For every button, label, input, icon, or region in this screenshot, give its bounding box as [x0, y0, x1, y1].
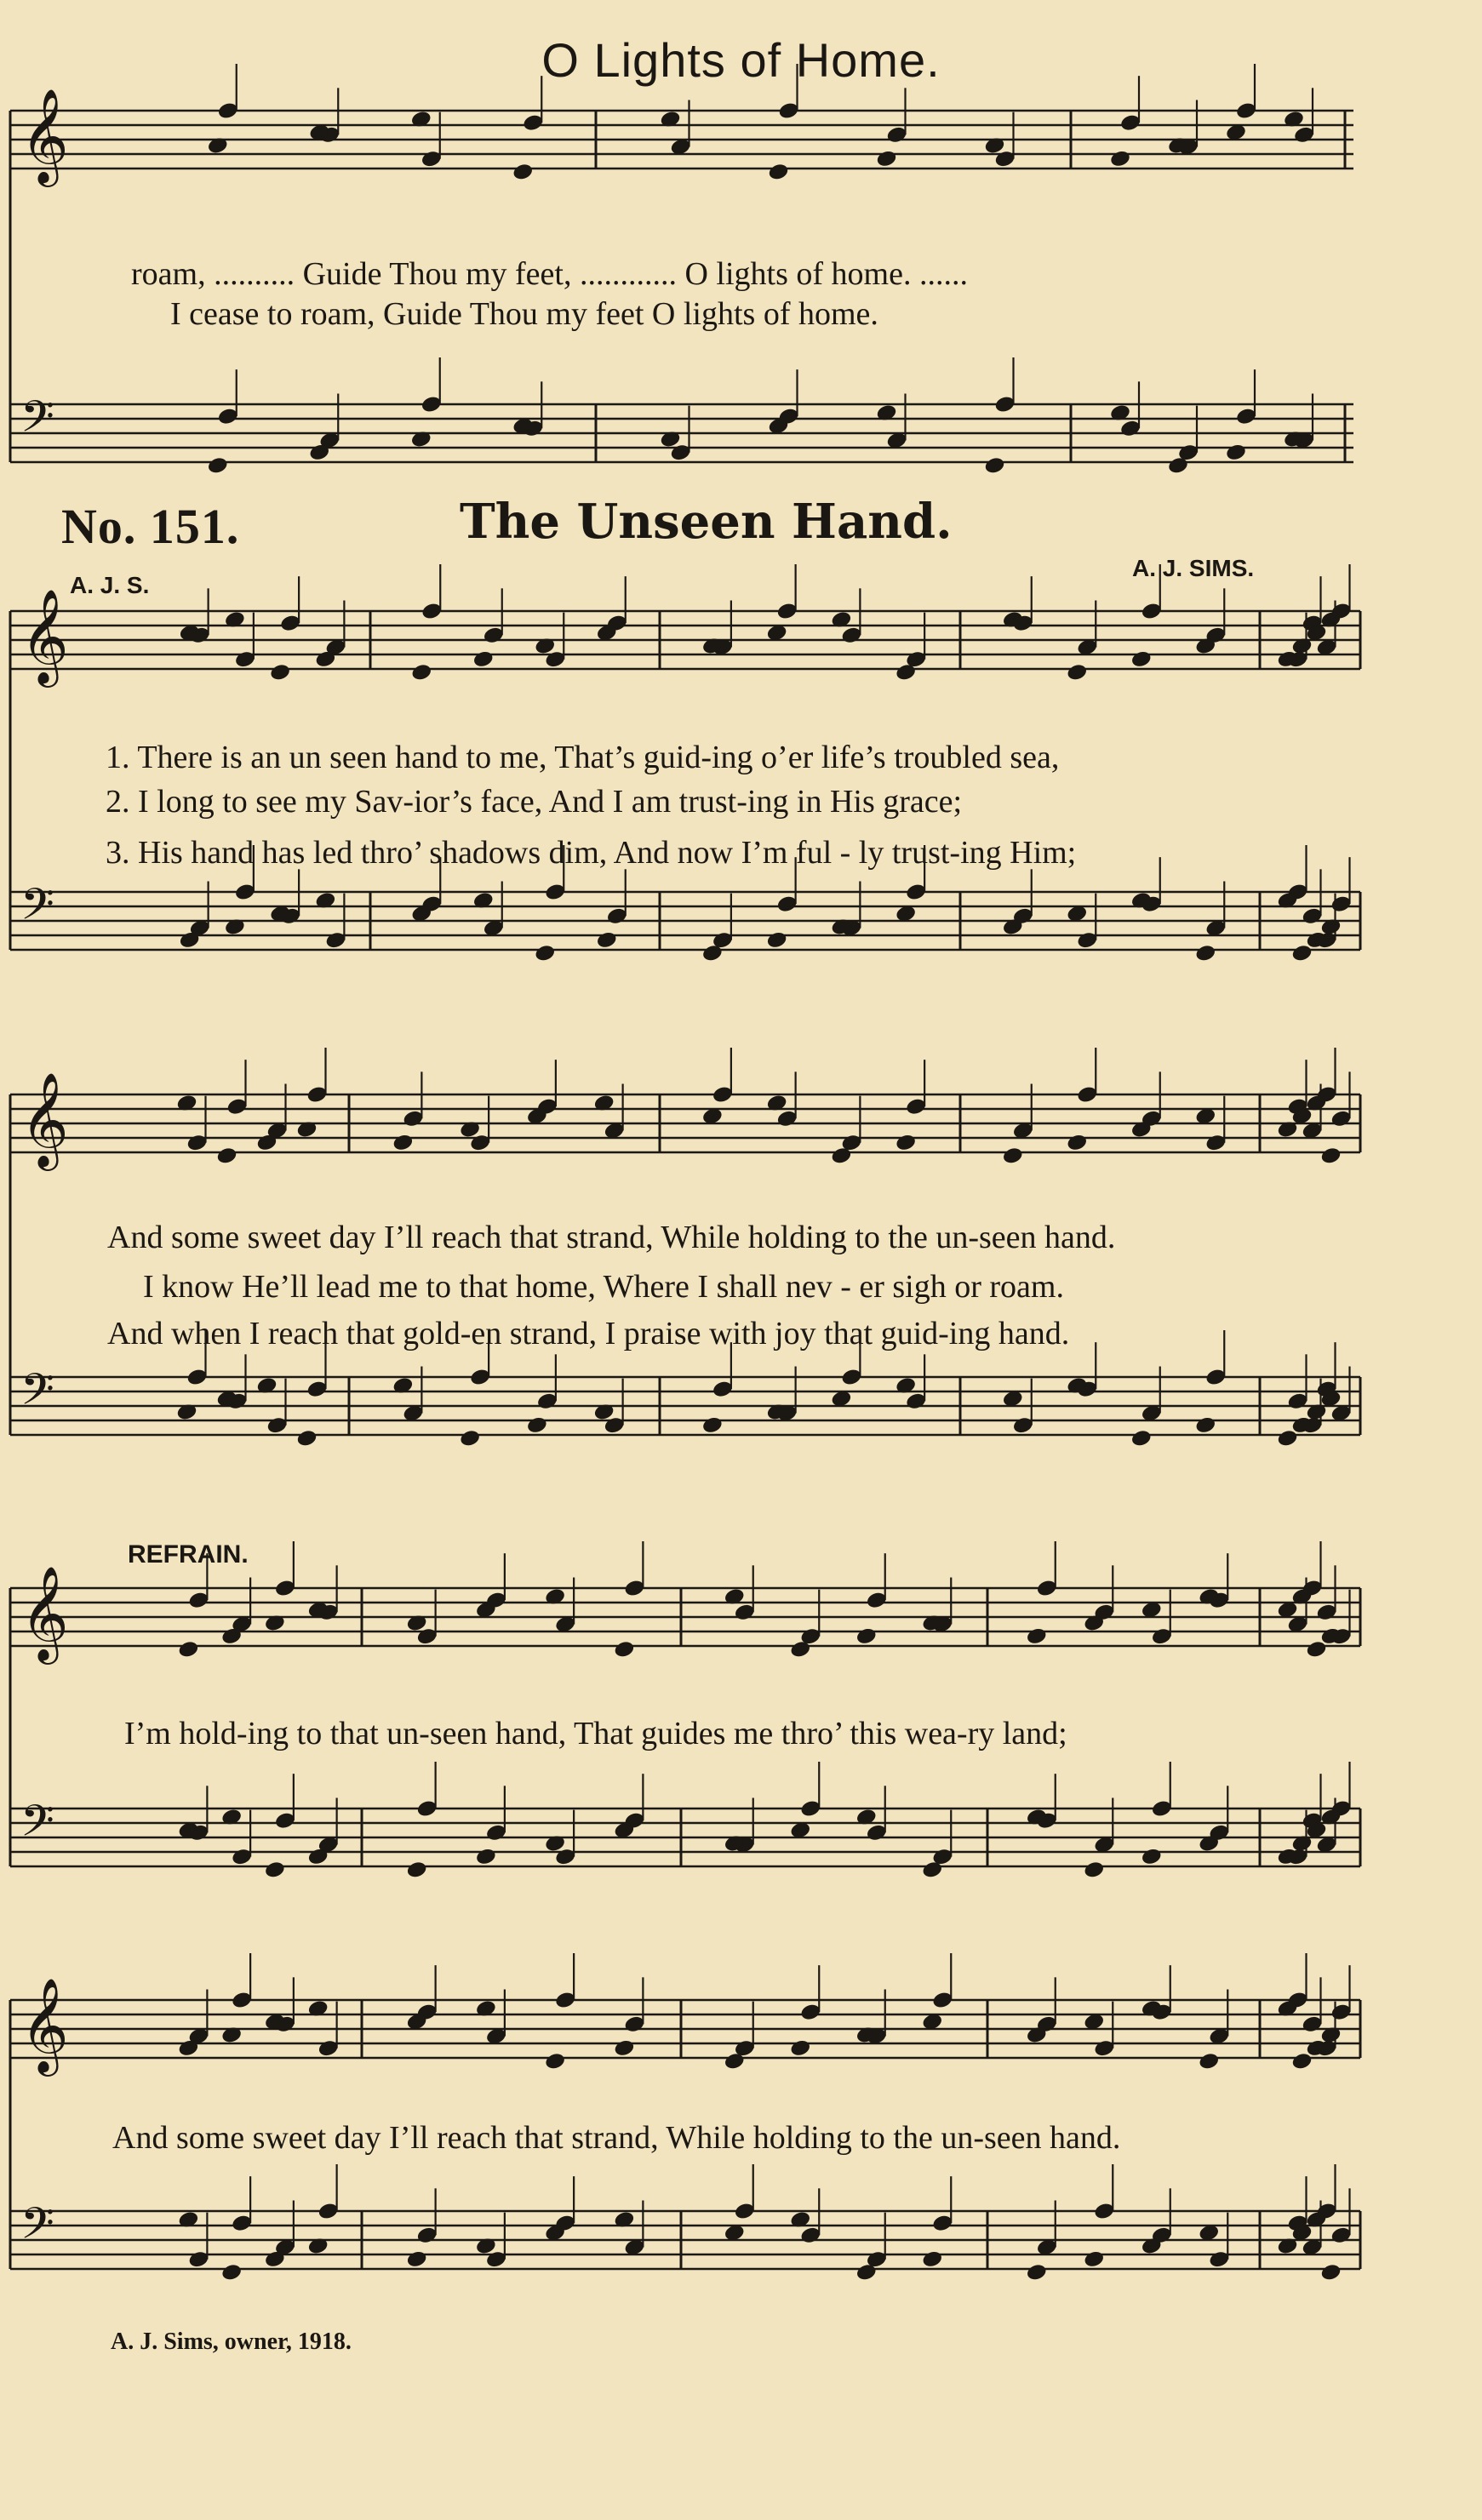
note-head	[1319, 1146, 1342, 1166]
note-head	[512, 163, 534, 182]
note-head	[207, 456, 229, 476]
treble-clef-icon: 𝄞	[20, 1565, 69, 1660]
hymn-title: The Unseen Hand.	[460, 494, 953, 550]
note-head	[1109, 149, 1131, 169]
treble-clef-icon: 𝄞	[20, 1071, 69, 1167]
note-head	[983, 456, 1005, 476]
note-head	[264, 1860, 286, 1880]
bass-clef-icon: 𝄢	[20, 391, 54, 453]
note-head	[613, 2038, 635, 2058]
bass-clef-icon: 𝄢	[20, 1363, 54, 1426]
treble-clef-icon: 𝄞	[20, 588, 69, 683]
note-head	[1290, 944, 1313, 963]
note-head	[895, 1133, 917, 1152]
verse-3-line-2: And when I reach that gold-en strand, I praise with joy that guid-ing hand.	[107, 1316, 1070, 1351]
verse-3-line-1: 3. His hand has led thro’ shadows dim, And now I’m ful - ly trust-ing Him;	[106, 835, 1077, 871]
note-head	[215, 1146, 237, 1166]
note-head	[1194, 944, 1216, 963]
note-head	[1026, 2263, 1048, 2283]
note-head	[1194, 1415, 1216, 1435]
note-head	[921, 2249, 943, 2269]
note-head	[1002, 1146, 1024, 1166]
bass-clef-icon: 𝄢	[20, 878, 54, 940]
note-head	[472, 649, 495, 669]
note-head	[295, 1429, 318, 1449]
note-head	[1198, 2052, 1220, 2071]
note-head	[1141, 1847, 1163, 1866]
verse-2-line-2: I know He’ll lead me to that home, Where I shall nev - er sigh or roam.	[143, 1269, 1064, 1305]
note-head	[1305, 1640, 1327, 1660]
hymn-number: No. 151.	[61, 499, 240, 554]
note-head	[406, 1860, 428, 1880]
top-lyric-line-2: I cease to roam, Guide Thou my feet O lights of home.	[170, 296, 878, 332]
note-head	[1130, 1429, 1153, 1449]
note-head	[220, 2263, 243, 2283]
refrain-label: REFRAIN.	[128, 1540, 249, 1569]
verse-1-line-2: And some sweet day I’ll reach that strand, While holding to the un-seen hand.	[107, 1220, 1116, 1255]
top-lyric-line-1: roam, .......... Guide Thou my feet, ............ O lights of home. ......	[131, 256, 968, 292]
treble-clef-icon: 𝄞	[20, 1977, 69, 2072]
note-head	[392, 1133, 414, 1152]
bass-clef-icon: 𝄢	[20, 1795, 54, 1857]
note-head	[1225, 443, 1247, 462]
note-head	[544, 2052, 566, 2071]
treble-clef-icon: 𝄞	[20, 88, 69, 183]
note-head	[406, 2249, 428, 2269]
note-head	[1026, 1626, 1048, 1646]
note-head	[1083, 2249, 1105, 2269]
note-head	[701, 1415, 724, 1435]
note-head	[1066, 663, 1088, 683]
refrain-line-1: I’m hold-ing to that un-seen hand, That guides me thro’ this wea-ry land;	[124, 1716, 1067, 1751]
note-head	[875, 149, 897, 169]
copyright-note: A. J. Sims, owner, 1918.	[111, 2329, 352, 2355]
note-head	[1083, 1860, 1105, 1880]
note-head	[766, 930, 788, 950]
top-hymn-title: O Lights of Home.	[541, 33, 941, 87]
note-head	[526, 1415, 548, 1435]
note-head	[1319, 2263, 1342, 2283]
note-head	[789, 2038, 811, 2058]
words-credit: A. J. S.	[70, 572, 150, 598]
note-head	[596, 930, 618, 950]
note-head	[1130, 649, 1153, 669]
refrain-line-2: And some sweet day I’ll reach that strand, While holding to the un-seen hand.	[112, 2120, 1121, 2156]
note-head	[1276, 1429, 1298, 1449]
note-head	[269, 663, 291, 683]
note-head	[855, 1626, 878, 1646]
bass-clef-icon: 𝄢	[20, 2197, 54, 2260]
verse-1-line-1: 1. There is an un seen hand to me, That’s guid-ing o’er life’s troubled sea,	[106, 740, 1060, 775]
note-head	[459, 1429, 481, 1449]
note-head	[1066, 1133, 1088, 1152]
note-head	[475, 1847, 497, 1866]
note-head	[410, 663, 432, 683]
note-head	[534, 944, 556, 963]
verse-2-line-1: 2. I long to see my Sav-ior’s face, And I am trust-ing in His grace;	[106, 784, 963, 820]
music-credit: A. J. SIMS.	[1132, 555, 1255, 581]
note-head	[613, 1640, 635, 1660]
note-head	[177, 1640, 199, 1660]
note-head	[767, 163, 789, 182]
note-head	[1290, 2052, 1313, 2071]
